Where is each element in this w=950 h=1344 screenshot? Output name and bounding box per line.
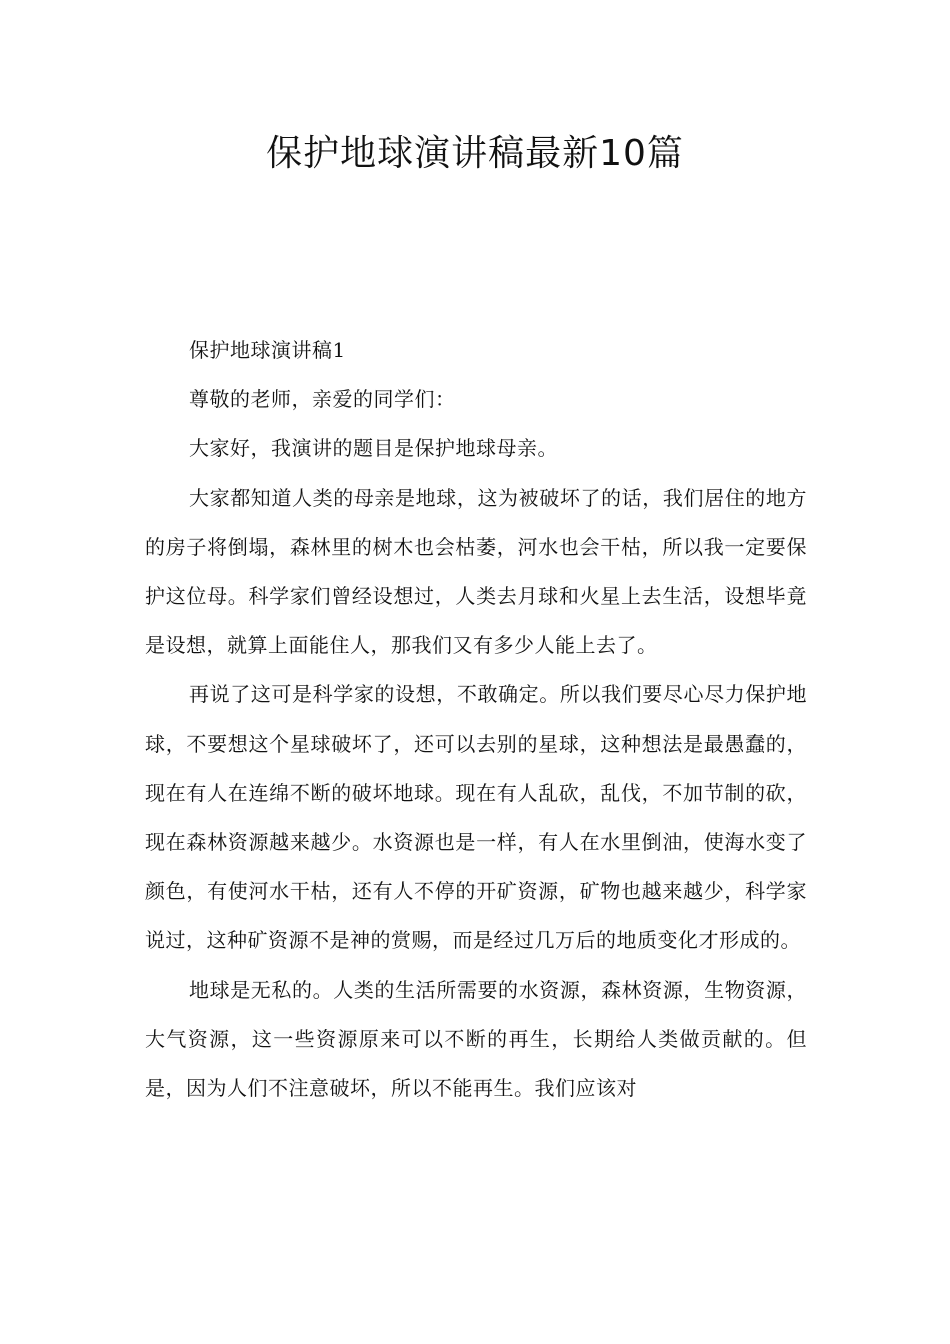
paragraph: 地球是无私的。人类的生活所需要的水资源，森林资源，生物资源，大气资源，这一些资源原来可以不断的再生，长期给人类做贡献的。但是，因为人们不注意破坏，所以不能再生。我们应该对: [145, 977, 807, 1101]
paragraph-heading: 保护地球演讲稿1: [189, 338, 346, 362]
paragraph-greeting: 大家好，我演讲的题目是保护地球母亲。: [189, 436, 558, 461]
document-title: 保护地球演讲稿最新10篇: [266, 133, 684, 174]
paragraph: 大家都知道人类的母亲是地球，这为被破坏了的话，我们居住的地方的房子将倒塌，森林里的树木也会枯萎，河水也会干枯，所以我一定要保护这位母。科学家们曾经设想过，人类去月球和火星上去生活，设想毕竟是设想，就算上面能住人，那我们又有多少人能上去了。: [145, 485, 807, 658]
paragraph-salutation: 尊敬的老师，亲爱的同学们：: [189, 387, 456, 412]
document-body: [145, 326, 807, 1113]
paragraph: 再说了这可是科学家的设想，不敢确定。所以我们要尽心尽力保护地球，不要想这个星球破坏了，还可以去别的星球，这种想法是最愚蠢的，现在有人在连绵不断的破坏地球。现在有人乱砍，乱伐，不加节制的砍，现在森林资源越来越少。水资源也是一样，有人在水里倒油，使海水变了颜色，有使河水干枯，还有人不停的开矿资源，矿物也越来越少，科学家说过，这种矿资源不是神的赏赐，而是经过几万后的地质变化才形成的。: [145, 682, 807, 953]
